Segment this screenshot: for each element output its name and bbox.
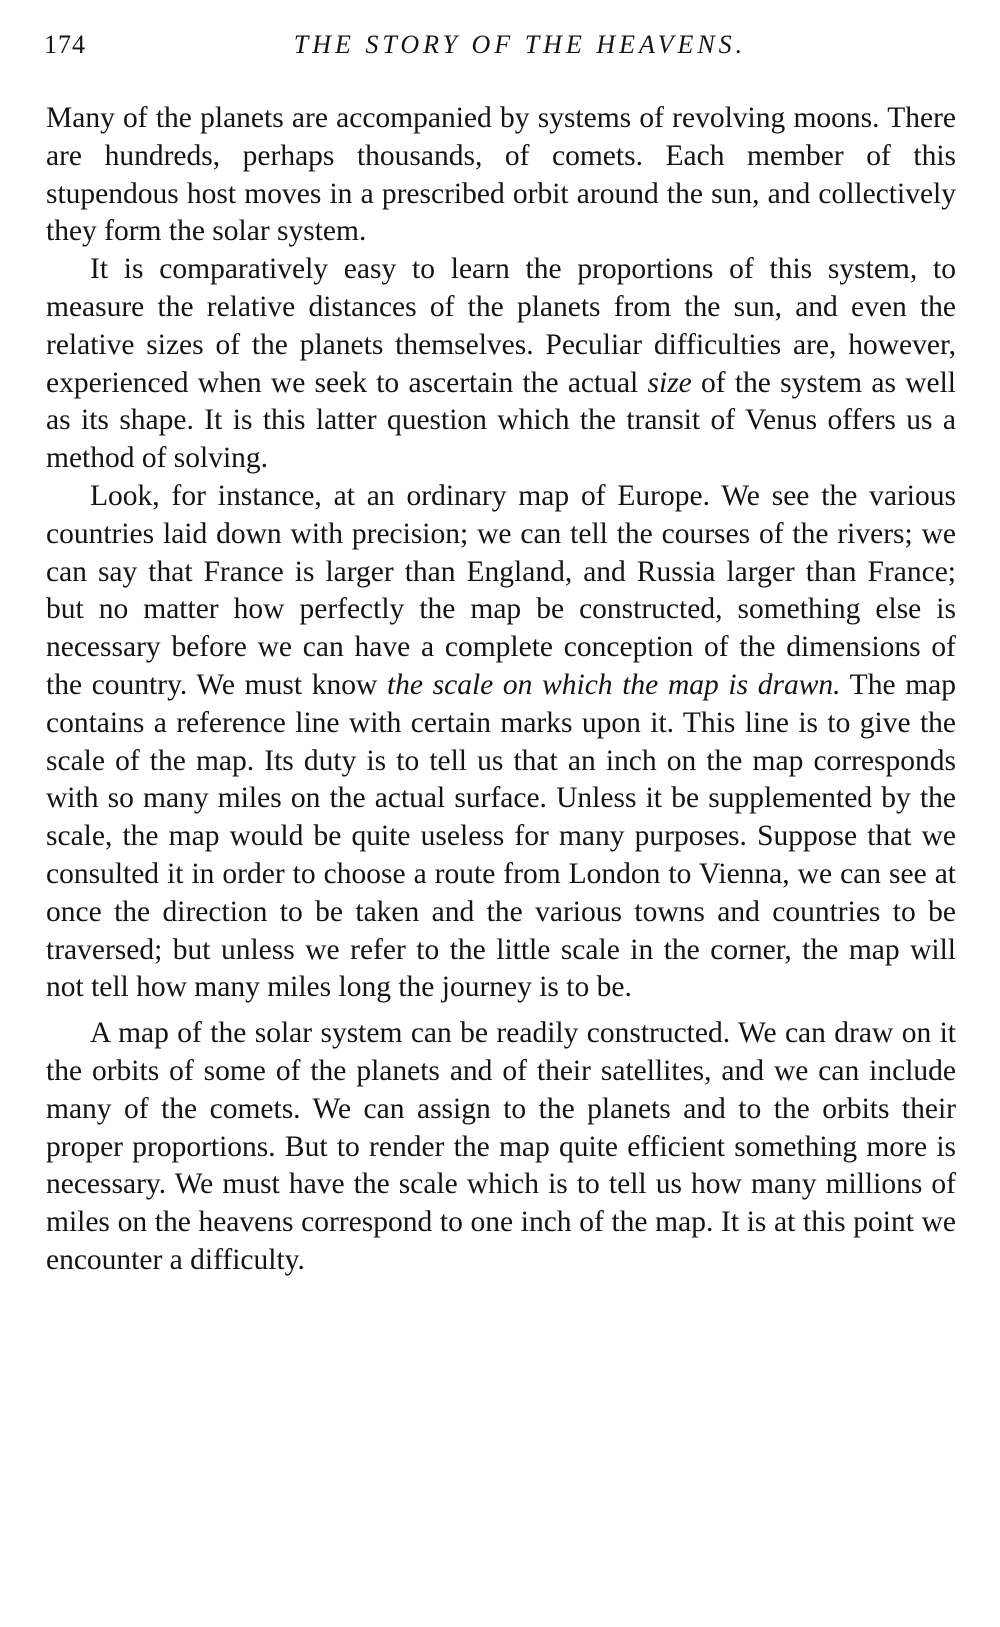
paragraph-3-emphasis: the scale on which the map is drawn. [386,668,841,701]
paragraph-3-text-a: Look, for instance, at an ordinary map of Europe. We see the various countries laid down with precision; we can tell the courses of the rivers; we can say that France is larger than England, and Russia larger than France; but no matter how perfectly the map be constructed, something else is necessary before we can have a complete conception of the dimensions of the country. We must know [46,479,956,701]
paragraph-3 [46,478,956,1007]
body-text [46,100,956,1280]
running-head [44,30,956,70]
page-number: 174 [44,30,86,59]
paragraph-1: Many of the planets are accompanied by systems of revolving moons. There are hundreds, perhaps thousands, of comets. Each member of this stupendous host moves in a prescribed orbit around the sun, and collectively they form the solar system. [46,102,956,248]
paragraph-2-emphasis: size [647,366,692,399]
paragraph-4: A map of the solar system can be readily constructed. We can draw on it the orbits of some of the planets and of their satellites, and we can include many of the comets. We can assign to the planets and to the orbits their proper proportions. But to render the map quite efficient something more is necessary. We must have the scale which is to tell us how many millions of miles on the heavens correspond to one inch of the map. It is at this point we encounter a difficulty. [46,1017,956,1276]
paragraph-2 [46,251,956,478]
paragraph-2-text-b: of the system as well as its shape. It is this latter question which the transit of Venus offers us a method of solving. [46,366,956,475]
paragraph-2-text-a: It is comparatively easy to learn the proportions of this system, to measure the relative distances of the planets from the sun, and even the relative sizes of the planets themselves. Peculiar difficulties are, however, experienced when we seek to ascertain the actual [46,253,956,399]
running-title: THE STORY OF THE HEAVENS. [293,30,747,59]
paragraph-3-text-b: The map contains a reference line with certain marks upon it. This line is to give the scale of the map. Its duty is to tell us that an inch on the map corresponds with so many miles on the actual surface. Unless it be supplemented by the scale, the map would be quite useless for many purposes. Suppose that we consulted it in order to choose a route from London to Vienna, we can see at once the direction to be taken and the various towns and countries to be traversed; but unless we refer to the little scale in the corner, the map will not tell how many miles long the journey is to be. [46,668,957,1004]
